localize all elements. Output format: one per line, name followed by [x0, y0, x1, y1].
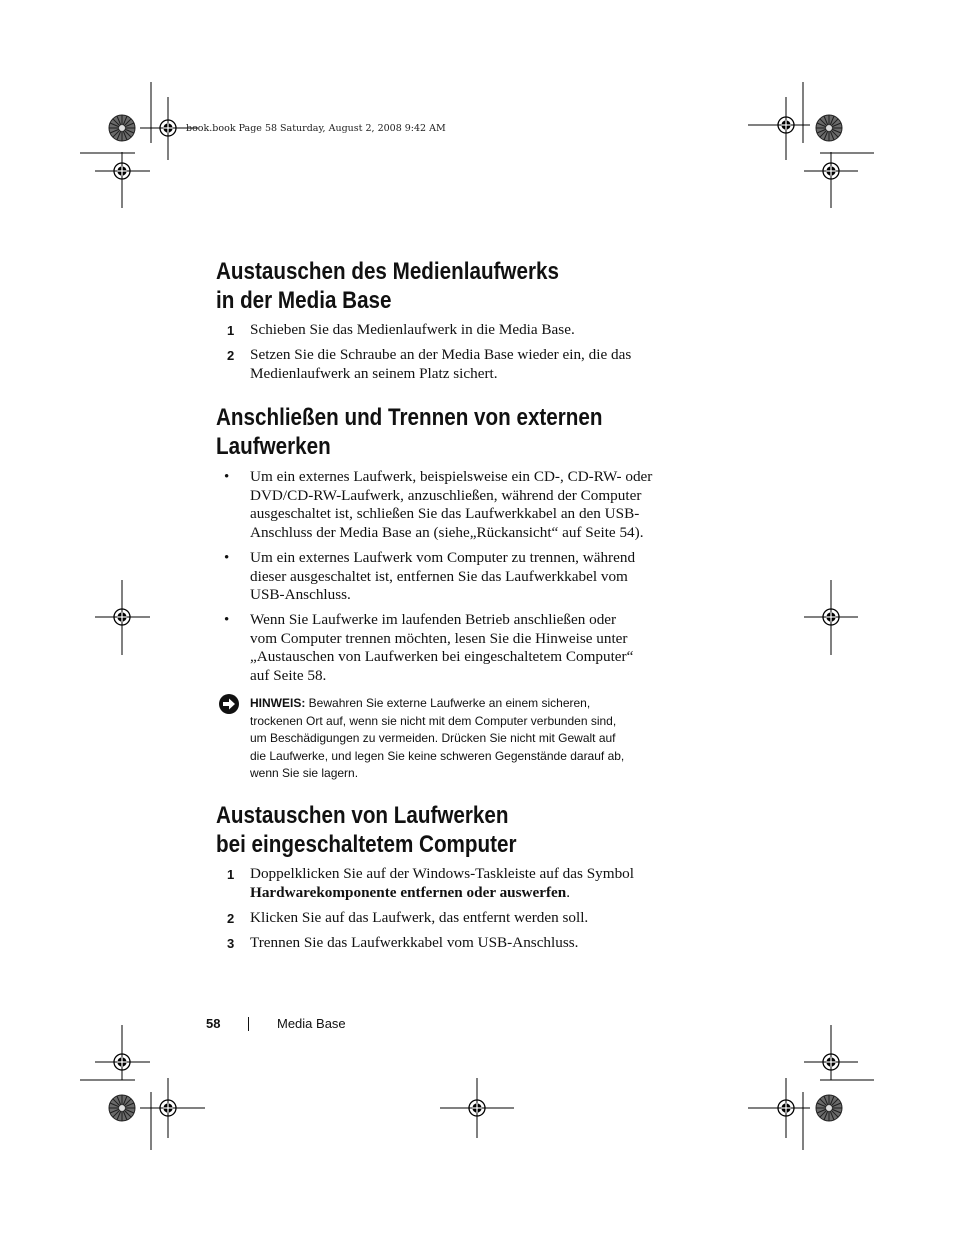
bullet-text: Wenn Sie Laufwerke im laufenden Betrieb anschließen oder vom Computer trennen möchten, lesen Sie die Hinweise unter „Austauschen von Laufwerken bei eingeschaltetem Computer“ auf Seite 58. [250, 611, 634, 684]
step-text: Setzen Sie die Schraube an der Media Base wieder ein, die das Medienlaufwerk an seinem Platz sichert. [250, 346, 632, 382]
step-number: 1 [227, 867, 235, 882]
notice-icon [218, 693, 240, 715]
bullet-marker: • [224, 550, 230, 566]
section-heading-hot-swap: Austauschen von Laufwerken bei eingeschaltetem Computer [216, 802, 517, 858]
ui-element-name: Hardwarekomponente entfernen oder auswerfen [250, 883, 567, 901]
footer-divider [248, 1017, 249, 1031]
step-number: 2 [227, 911, 235, 926]
step-number: 3 [227, 936, 235, 951]
bullet-text: Um ein externes Laufwerk, beispielsweise ein CD-, CD-RW- oder DVD/CD-RW-Laufwerk, anzuschließen, während der Computer ausgeschaltet ist, schließen Sie das Laufwerkkabel an den USB- Anschluss der Media Base an (siehe„Rückansicht“ auf Seite 54). [250, 468, 653, 541]
step-number: 2 [227, 348, 235, 363]
bullet-marker: • [224, 469, 230, 485]
footer-chapter-title: Media Base [277, 1016, 346, 1031]
step-text: Trennen Sie das Laufwerkkabel vom USB-Anschluss. [250, 934, 579, 951]
star-target-icon [816, 115, 842, 141]
step-number: 1 [227, 323, 235, 338]
step-text: Klicken Sie auf das Laufwerk, das entfernt werden soll. [250, 909, 589, 926]
print-slug-header: book.book Page 58 Saturday, August 2, 2008 9:42 AM [186, 123, 446, 134]
bullet-text: Um ein externes Laufwerk vom Computer zu trennen, während dieser ausgeschaltet ist, entfernen Sie das Laufwerkkabel vom USB-Anschluss. [250, 549, 636, 604]
star-target-icon [816, 1095, 842, 1121]
step-text: Doppelklicken Sie auf der Windows-Taskleiste auf das Symbol Hardwarekomponente entfernen oder auswerfen. [250, 865, 634, 901]
note-label: HINWEIS: [250, 696, 306, 710]
note-text: Bewahren Sie externe Laufwerke an einem sicheren, [305, 696, 591, 710]
star-target-icon [109, 115, 135, 141]
step-text: Schieben Sie das Medienlaufwerk in die Media Base. [250, 321, 575, 338]
note-block: HINWEIS: Bewahren Sie externe Laufwerke an einem sicheren, trockenen Ort auf, wenn sie nicht mit dem Computer verbunden sind, um Beschädigungen zu vermeiden. Drücken Sie nicht mit Gewalt auf die Laufwerke, und legen Sie keine schweren Gegenstände darauf ab, wenn Sie sie lagern. [250, 696, 625, 780]
section-heading-replace-media-drive: Austauschen des Medienlaufwerks in der Media Base [216, 258, 559, 314]
page-number: 58 [206, 1016, 221, 1031]
star-target-icon [109, 1095, 135, 1121]
bullet-marker: • [224, 612, 230, 628]
section-heading-external-drives: Anschließen und Trennen von externen Laufwerken [216, 404, 603, 460]
